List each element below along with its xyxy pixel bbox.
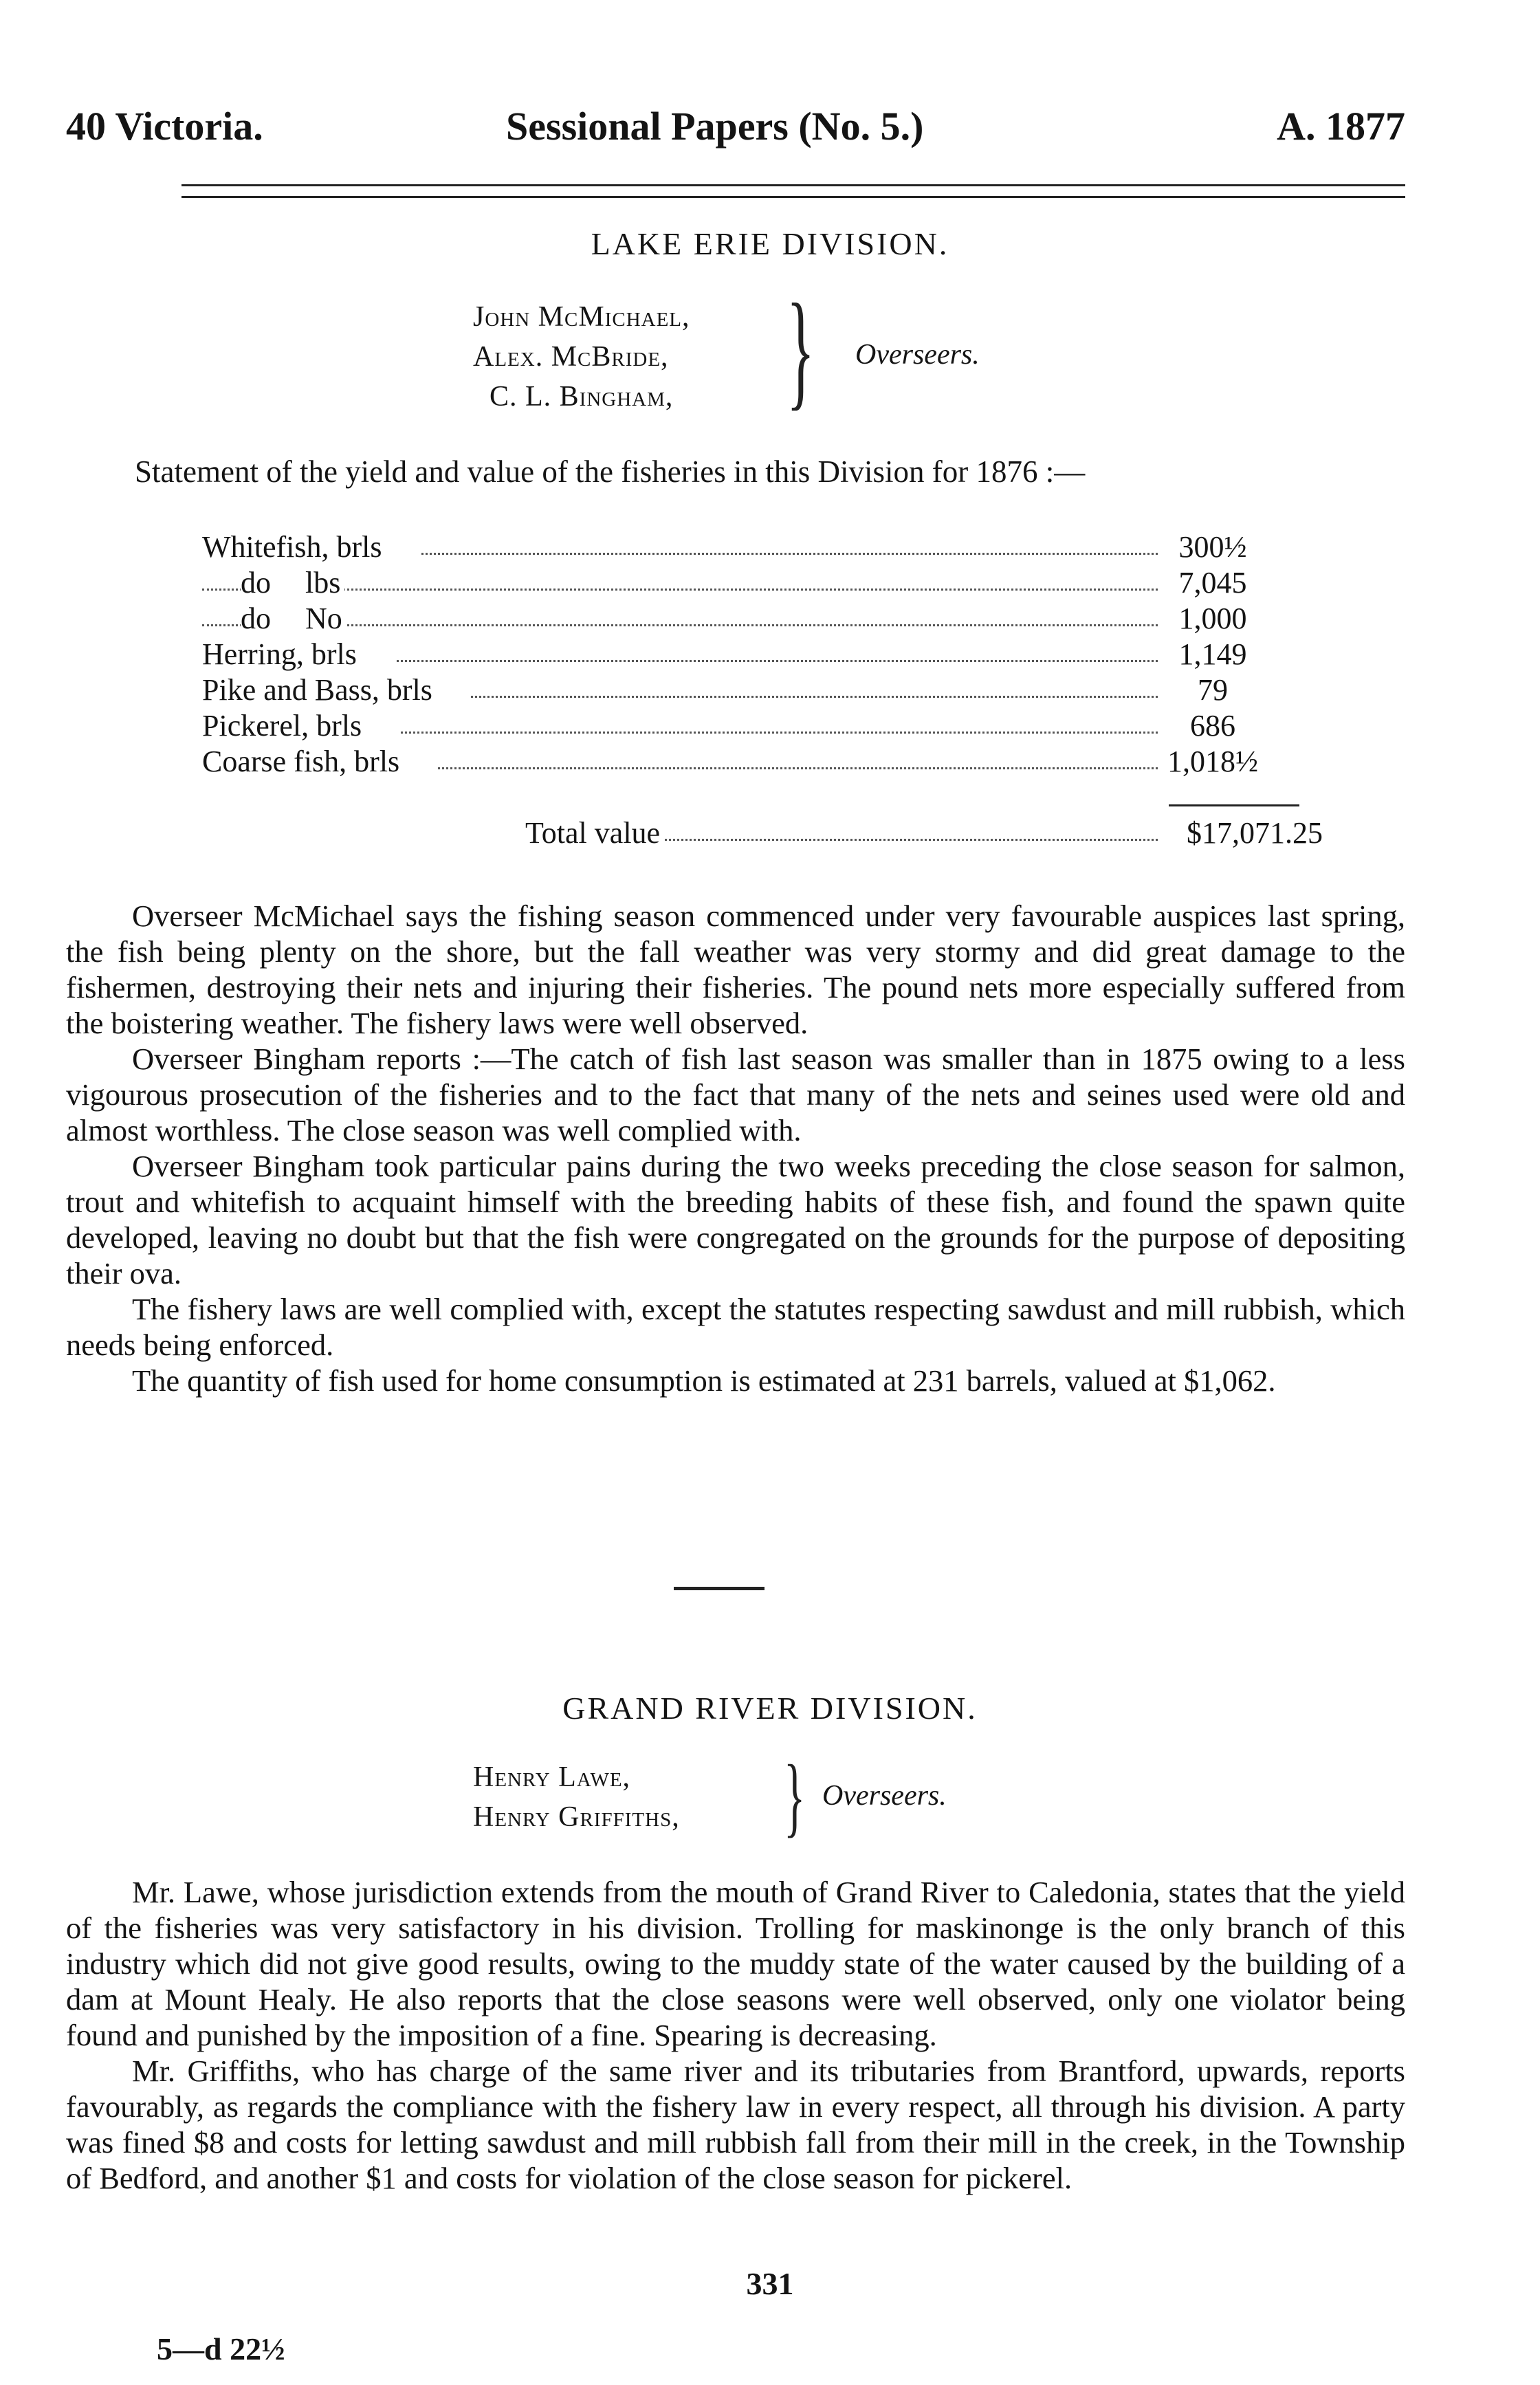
table-row <box>202 672 1268 708</box>
yield-value: 300½ <box>1158 529 1268 564</box>
paragraph: Overseer Bingham reports :—The catch of fish last season was smaller than in 1875 owing to a less vigourous prosecution of the fisheries and to the fact that many of the nets and seines used were old and almost worthless. The close season was well complied with. <box>66 1042 1405 1147</box>
yield-value: 686 <box>1158 708 1268 743</box>
table-row <box>202 601 1268 637</box>
yield-value: 1,000 <box>1158 601 1268 636</box>
table-row <box>202 565 1268 601</box>
total-value: $17,071.25 <box>1158 815 1323 850</box>
yield-label: Pike and Bass, brls <box>202 672 471 707</box>
yield-statement-intro: Statement of the yield and value of the fisheries in this Division for 1876 :— <box>135 454 1086 489</box>
table-row <box>202 744 1268 780</box>
yield-label: do No <box>241 601 346 636</box>
paragraph: Mr. Griffiths, who has charge of the same river and its tributaries from Brantford, upwards, reports favourably, as regards the compliance with the fishery law in every respect, all through his division. A party was fined $8 and costs for letting sawdust and mill rubbish fall from their mill in the creek, in the Township of Bedford, and another $1 and costs for violation of the close season for pickerel. <box>66 2054 1405 2195</box>
overseers-brace: } <box>784 1747 806 1846</box>
printer-signature-mark: 5—d 22½ <box>157 2331 285 2366</box>
header-year: A. 1877 <box>1277 104 1405 149</box>
running-header <box>66 103 1405 158</box>
header-session: 40 Victoria. <box>66 104 263 149</box>
yield-value: 7,045 <box>1158 565 1268 600</box>
grand-river-division-title: GRAND RIVER DIVISION. <box>562 1691 978 1726</box>
overseers-role: Overseers. <box>822 1780 947 1812</box>
page-number: 331 <box>746 2266 794 2301</box>
overseer-name: Alex. McBride, <box>473 341 669 373</box>
total-label: Total value <box>525 815 664 850</box>
overseer-name: Henry Lawe, <box>473 1761 631 1793</box>
overseer-name: John McMichael, <box>473 301 690 333</box>
overseers-role: Overseers. <box>855 339 980 371</box>
yield-table <box>202 529 1268 780</box>
lake-erie-report-text <box>66 898 1405 1398</box>
header-sessional-papers: Sessional Papers (No. 5.) <box>506 104 924 149</box>
header-double-rule <box>182 184 1405 198</box>
overseer-name: Henry Griffiths, <box>473 1801 680 1833</box>
total-value-row <box>525 815 1323 854</box>
paragraph: Overseer Bingham took particular pains during the two weeks preceding the close season for salmon, trout and whitefish to acquaint himself with the breeding habits of these fish, and found the spawn quite developed, leaving no doubt but that the fish were congregated on the grounds for the purpose of depositing their ova. <box>66 1149 1405 1290</box>
yield-label: Whitefish, brls <box>202 529 421 564</box>
yield-label: do lbs <box>241 565 344 600</box>
yield-label: Pickerel, brls <box>202 708 400 743</box>
paragraph: The fishery laws are well complied with, except the statutes respecting sawdust and mill rubbish, which needs being enforced. <box>66 1292 1405 1362</box>
total-rule <box>1169 804 1299 806</box>
grand-river-overseers-list <box>473 1757 680 1837</box>
table-row <box>202 708 1268 744</box>
yield-value: 79 <box>1158 672 1268 707</box>
lake-erie-overseers-list <box>473 297 690 417</box>
yield-label: Herring, brls <box>202 637 395 672</box>
yield-label: Coarse fish, brls <box>202 744 438 779</box>
overseers-brace: } <box>786 278 815 422</box>
table-row <box>202 637 1268 672</box>
lake-erie-division-title: LAKE ERIE DIVISION. <box>591 226 949 261</box>
yield-value: 1,018½ <box>1158 744 1268 779</box>
leader-dots <box>202 589 1158 591</box>
paragraph: Overseer McMichael says the fishing season commenced under very favourable auspices last spring, the fish being plenty on the shore, but the fall weather was very stormy and did great damage to the fishermen, destroying their nets and injuring their fisheries. The pound nets more especially suffered from the boistering weather. The fishery laws were well observed. <box>66 899 1405 1040</box>
yield-value: 1,149 <box>1158 637 1268 672</box>
paragraph: The quantity of fish used for home consumption is estimated at 231 barrels, valued at $1,062. <box>132 1363 1276 1398</box>
paragraph: Mr. Lawe, whose jurisdiction extends from the mouth of Grand River to Caledonia, states that the yield of the fisheries was very satisfactory in his division. Trolling for maskinonge is the only branch of this industry which did not give good results, owing to the muddy state of the water caused by the building of a dam at Mount Healy. He also reports that the close seasons were well observed, only one violator being found and punished by the imposition of a fine. Spearing is decreasing. <box>66 1875 1405 2052</box>
table-row <box>202 529 1268 565</box>
grand-river-report-text <box>66 1874 1405 2196</box>
section-separator <box>674 1587 764 1590</box>
overseer-name: C. L. Bingham, <box>490 381 674 413</box>
